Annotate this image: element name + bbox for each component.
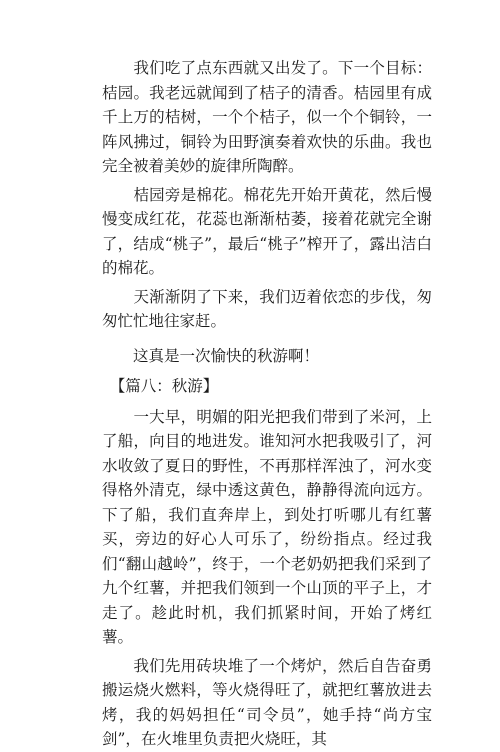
paragraph-3: 天渐渐阴了下来，我们迈着依恋的步伐，匆匆忙忙地往家赶。 — [102, 287, 432, 330]
paragraph-4: 这真是一次愉快的秋游啊！ — [102, 346, 320, 365]
section-heading: 【篇八：秋游】 — [102, 377, 219, 395]
document-body — [102, 56, 432, 752]
paragraph-1: 我们吃了点东西就又出发了。下一个目标：桔园。我老远就闻到了桔子的清香。桔园里有成千上万的桔树，一个个桔子，似一个个铜铃，一阵风拂过，铜铃为田野演奏着欢快的乐曲。我也完全被着美妙的旋律所陶醉。 — [102, 59, 432, 175]
paragraph-5: 一大早，明媚的阳光把我们带到了米河，上了船，向目的地进发。谁知河水把我吸引了，河水收敛了夏日的野性，不再那样浑浊了，河水变得格外清克，绿中透这黄色，静静得流向远方。下了船，我们直奔岸上，到处打听哪儿有红薯买，旁边的好心人可乐了，纷纷指点。经过我们“翻山越岭”，终于，一个老奶奶把我们采到了九个红薯，并把我们领到一个山顶的平子上，才走了。趁此时机，我们抓紧时间，开始了烤红薯。 — [102, 407, 432, 646]
paragraph-6: 我们先用砖块堆了一个烤炉，然后自告奋勇搬运烧火燃料，等火烧得旺了，就把红薯放进去烤，我的妈妈担任“司令员”，她手持“尚方宝剑”，在火堆里负责把火烧旺，其 — [102, 656, 432, 748]
paragraph-2: 桔园旁是棉花。棉花先开始开黄花，然后慢慢变成红花，花蕊也渐渐枯萎，接着花就完全谢了，结成“桃子”，最后“桃子”榨开了，露出洁白的棉花。 — [102, 185, 432, 277]
